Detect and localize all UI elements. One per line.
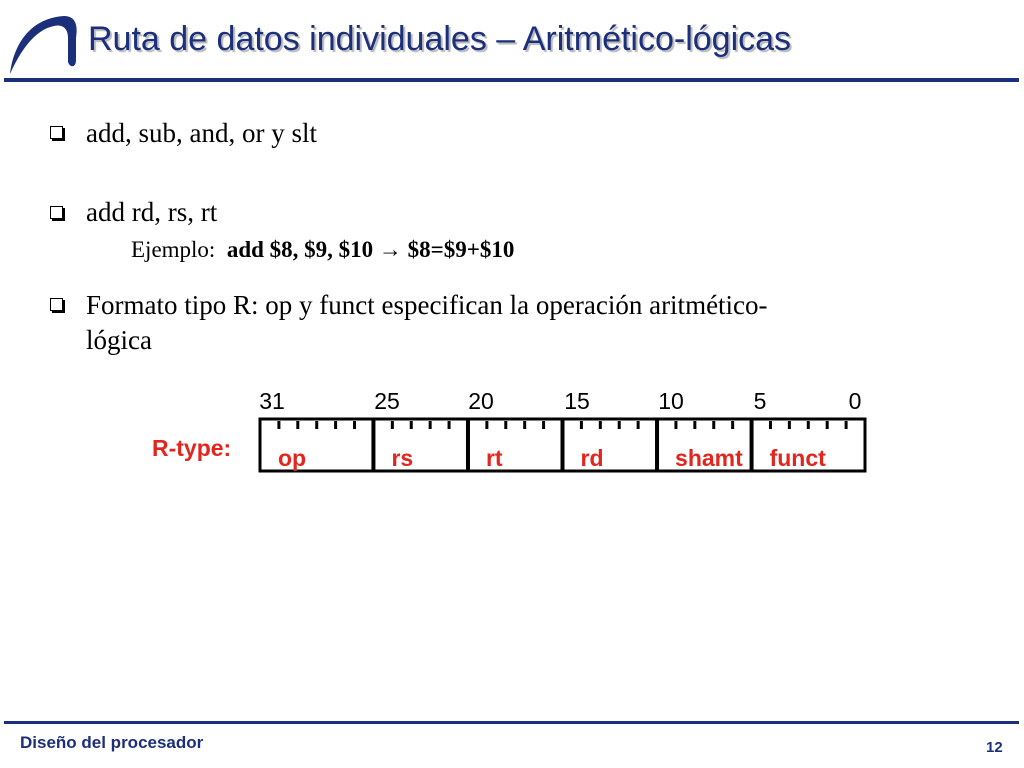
bullet-box-icon: [50, 206, 63, 219]
field-label-funct: funct: [769, 445, 826, 471]
bullet-text: add, sub, and, or y slt: [86, 118, 317, 148]
rtype-frame: [260, 419, 865, 471]
example-line: [131, 237, 514, 263]
bit-position-label: 10: [658, 388, 684, 414]
bullet-text: [86, 288, 768, 358]
slide-title: Ruta de datos individuales – Aritmético-lógicas: [88, 20, 792, 58]
bit-position-label: 5: [753, 388, 767, 414]
swoosh-logo-icon: [6, 12, 78, 78]
bullet-box-icon: [50, 126, 63, 139]
title-divider: [4, 78, 1019, 82]
bullet-box-icon: [50, 298, 63, 311]
bit-position-label: 20: [468, 388, 494, 414]
bullet-text: add rd, rs, rt: [86, 197, 218, 227]
field-label-rt: rt: [485, 445, 503, 471]
bit-position-label: 15: [564, 388, 590, 414]
bit-position-label: 25: [374, 388, 400, 414]
field-label-rd: rd: [580, 445, 604, 471]
field-label-shamt: shamt: [675, 445, 743, 471]
bit-position-label: 31: [259, 388, 285, 414]
bullet-text-continuation: lógica: [86, 325, 152, 355]
field-label-op: op: [278, 445, 307, 471]
footer-course-title: Diseño del procesador: [20, 733, 204, 752]
example-code: add $8, $9, $10: [226, 237, 374, 262]
footer-divider: [4, 721, 1019, 724]
bit-position-label: 0: [848, 388, 862, 414]
example-result: $8=$9+$10: [407, 237, 515, 262]
example-label: Ejemplo:: [131, 237, 216, 262]
field-label-rs: rs: [391, 445, 414, 471]
arrow-icon: →: [378, 237, 402, 262]
rtype-label: R-type:: [152, 435, 232, 461]
page-number: 12: [986, 739, 1003, 756]
bullet-text-line: Formato tipo R: op y funct especifican la operación aritmético-: [86, 290, 768, 320]
